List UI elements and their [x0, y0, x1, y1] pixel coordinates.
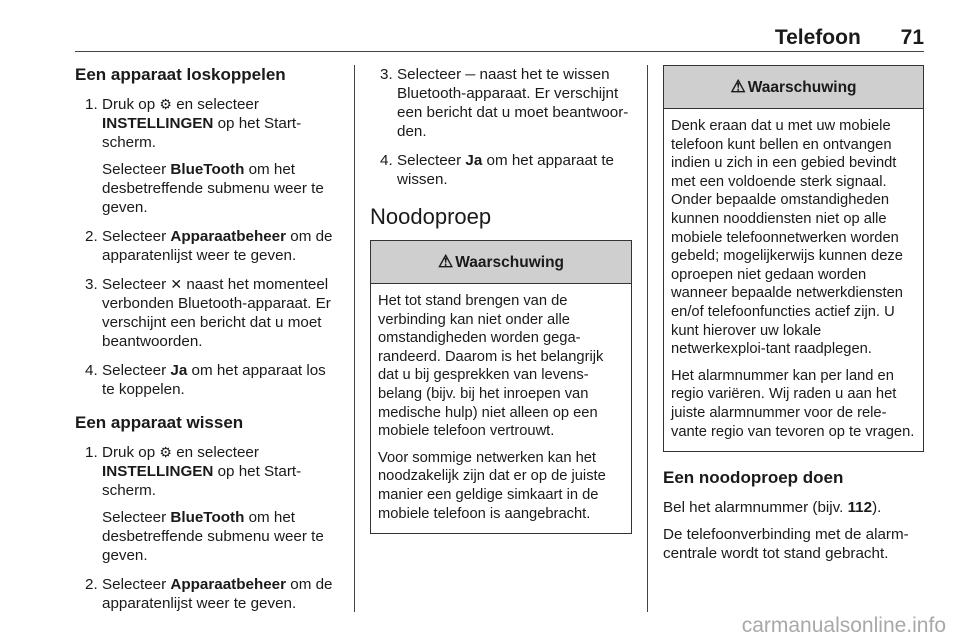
warning-text: Het tot stand brengen van de verbinding kan niet onder alle omstandigheden worden gega-randeerd. Daarom is het belangrijk dat u bij gesprekken van levens-belang (bijv. bij het inroepen van medische hulp) niet alleen op een mobiele telefoon vertrouwt.	[378, 293, 604, 440]
step-keyword: INSTELLINGEN	[102, 463, 214, 480]
body-text	[663, 498, 924, 563]
step-keyword: Ja	[465, 152, 483, 169]
list-item	[75, 443, 341, 565]
chapter-heading: Noodoproep	[370, 204, 492, 229]
step-list	[75, 95, 341, 399]
body-paragraph: De telefoonverbinding met de alarm-centrale wordt tot stand gebracht.	[663, 526, 909, 563]
step-number: 2.	[85, 576, 98, 593]
step-text: op het Start-scherm.	[102, 463, 302, 499]
section-heading: Een noodoproep doen	[663, 468, 844, 488]
step-text: en selecteer	[171, 96, 259, 113]
step-number: 4.	[380, 152, 393, 169]
warning-text: Denk eraan dat u met uw mobiele telefoon kunt bellen en ontvangen indien u zich in een gebied bevindt met een voldoende sterk signaal. Onder bepaalde omstandigheden kunnen nooddiensten niet op alle mobiele telefoonnetwerken worden gebeld; mogelijkerwijs kunnen deze oproepen niet gedaan worden wanneer bepaalde netwerkdiensten en/of telefoonfuncties actief zijn. U kunt hierover uw lokale netwerkexploi-tant raadplegen.	[671, 118, 903, 358]
step-text: Selecteer	[102, 362, 171, 379]
list-item	[370, 65, 632, 141]
step-text: om het apparaat los te koppelen.	[102, 362, 326, 398]
list-item	[75, 95, 341, 217]
warning-icon: ⚠	[437, 252, 454, 271]
emergency-number: 112	[847, 499, 873, 517]
step-text: Druk op	[102, 96, 160, 113]
step-keyword: Ja	[170, 362, 188, 379]
step-keyword: Apparaatbeheer	[170, 576, 287, 593]
step-text: Druk op	[102, 444, 160, 461]
step-text: en selecteer	[171, 444, 259, 461]
step-number: 1.	[85, 444, 98, 461]
step-number: 2.	[85, 228, 98, 245]
step-list	[370, 65, 632, 189]
page-header	[775, 26, 924, 50]
step-keyword: BlueTooth	[170, 161, 245, 178]
step-text: om de apparatenlijst weer te geven.	[102, 228, 333, 264]
step-text: Selecteer	[102, 576, 171, 593]
body-text-span: ).	[872, 499, 882, 517]
warning-body	[664, 109, 923, 451]
step-text: Selecteer	[102, 161, 171, 178]
list-item	[75, 361, 341, 399]
warning-header	[371, 241, 631, 284]
column-divider	[354, 65, 355, 612]
settings-icon: ⚙	[159, 444, 172, 460]
warning-header	[664, 66, 923, 109]
step-list	[75, 443, 341, 613]
section-heading: Een apparaat loskoppelen	[75, 65, 286, 84]
step-text: om het apparaat te wissen.	[397, 152, 615, 188]
list-item	[75, 275, 341, 351]
warning-text: Voor sommige netwerken kan het noodzakelijk zijn dat er op de juiste manier een geldige simkaart in de mobiele telefoon is aangebracht.	[378, 449, 606, 522]
step-text: Selecteer	[102, 276, 171, 293]
step-text: om het desbetreffende submenu weer te geven.	[102, 509, 324, 564]
step-number: 3.	[380, 66, 393, 83]
list-item	[370, 151, 632, 189]
column-2	[370, 65, 632, 548]
warning-box	[370, 240, 632, 534]
step-text: om de apparatenlijst weer te geven.	[102, 576, 333, 612]
step-number: 1.	[85, 96, 98, 113]
minus-icon: ─	[465, 66, 476, 82]
step-text: naast het te wissen Bluetooth-apparaat. Er verschijnt een bericht dat u moet beantwoor-den.	[397, 66, 629, 140]
step-keyword: Apparaatbeheer	[170, 228, 287, 245]
column-1	[75, 65, 341, 623]
step-keyword: INSTELLINGEN	[102, 115, 214, 132]
settings-icon: ⚙	[159, 96, 172, 112]
step-text: Selecteer	[102, 228, 171, 245]
warning-title: Waarschuwing	[747, 79, 857, 96]
warning-body	[371, 284, 631, 533]
close-icon: ✕	[170, 276, 183, 292]
warning-text: Het alarmnummer kan per land en regio variëren. Wij raden u aan het juiste alarmnummer voor de rele-vante regio van tevoren op te vragen.	[671, 367, 915, 440]
list-item	[75, 575, 341, 613]
step-text: om het desbetreffende submenu weer te geven.	[102, 161, 324, 216]
warning-box	[663, 65, 924, 452]
step-keyword: BlueTooth	[170, 509, 245, 526]
step-text: Selecteer	[102, 509, 171, 526]
column-divider	[647, 65, 648, 612]
step-text: Selecteer	[397, 152, 466, 169]
list-item	[75, 227, 341, 265]
warning-title: Waarschuwing	[455, 254, 565, 271]
column-3	[663, 65, 924, 571]
step-text: naast het momenteel verbonden Bluetooth-apparaat. Er verschijnt een bericht dat u moet beantwoorden.	[102, 276, 331, 350]
warning-icon: ⚠	[730, 77, 746, 96]
body-text-span: Bel het alarmnummer (bijv.	[663, 499, 848, 517]
header-rule	[75, 51, 924, 52]
section-heading: Een apparaat wissen	[75, 413, 244, 432]
watermark: carmanualsonline.info	[741, 614, 946, 637]
page-number: 71	[900, 26, 924, 49]
step-text: Selecteer	[397, 66, 466, 83]
step-number: 3.	[85, 276, 98, 293]
page-title: Telefoon	[774, 26, 861, 49]
step-text: op het Start-scherm.	[102, 115, 302, 151]
step-number: 4.	[85, 362, 98, 379]
